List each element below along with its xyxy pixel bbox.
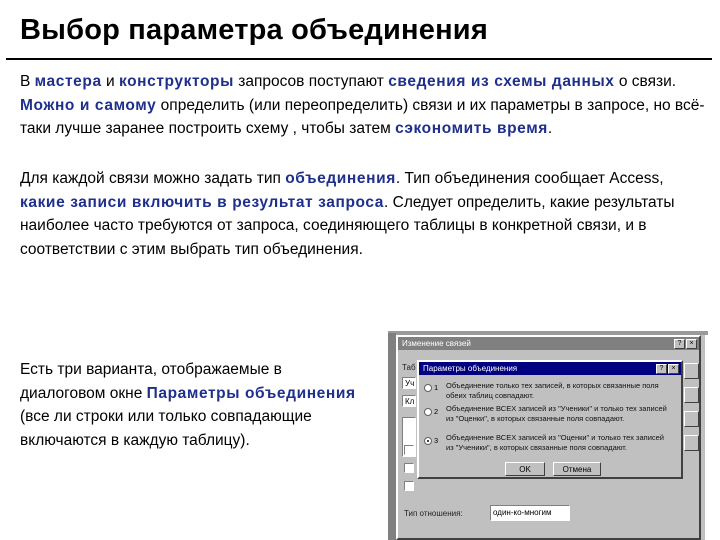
screenshot-shadow bbox=[388, 333, 396, 540]
close-icon[interactable]: × bbox=[668, 364, 679, 374]
edit-relations-title: Изменение связей bbox=[402, 339, 471, 348]
text-run: . Тип объединения сообщает Access, bbox=[395, 170, 664, 187]
text-run: определить (или переопределить) связи и их параметры в запросе, но всё-таки лучше заранее построить схему , чтобы затем bbox=[20, 96, 705, 137]
join-option-3-text: Объединение ВСЕХ записей из "Оценки" и только тех записей из "Ученики", в которых связанные поля совпадают. bbox=[446, 433, 664, 452]
table-field[interactable]: Уч bbox=[402, 377, 416, 389]
paragraph-intro bbox=[20, 70, 706, 141]
text-run: и bbox=[101, 73, 119, 90]
join-option-1-radio[interactable] bbox=[424, 384, 432, 392]
paragraph-join-type bbox=[20, 167, 706, 261]
join-option-3-number: 3 bbox=[434, 436, 439, 445]
referential-integrity-checkbox[interactable] bbox=[404, 445, 414, 455]
edit-relations-window bbox=[396, 335, 701, 540]
highlight-schema-info: сведения из схемы данных bbox=[388, 73, 615, 90]
highlight-dialog-name: Параметры объединения bbox=[146, 384, 356, 402]
text-run: (все ли строки или только совпадающие включаются в каждую таблицу). bbox=[20, 408, 312, 449]
highlight-save-time: сэкономить время bbox=[395, 120, 548, 137]
text-run: Для каждой связи можно задать тип bbox=[20, 170, 286, 187]
join-option-1-number: 1 bbox=[434, 383, 439, 392]
relationship-type-label: Тип отношения: bbox=[404, 509, 463, 518]
join-option-2-radio[interactable] bbox=[424, 408, 432, 416]
highlight-masters: мастера bbox=[34, 73, 102, 90]
highlight-self: Можно и самому bbox=[20, 96, 157, 114]
cancel-button[interactable]: Отмена bbox=[553, 462, 601, 476]
join-properties-titlebar bbox=[419, 362, 681, 375]
ok-button[interactable]: OK bbox=[505, 462, 545, 476]
text-run: В bbox=[20, 73, 35, 90]
close-icon[interactable]: × bbox=[686, 339, 697, 349]
edit-relations-titlebar bbox=[398, 337, 699, 350]
help-icon[interactable]: ? bbox=[674, 339, 685, 349]
paragraph-three-options bbox=[20, 358, 370, 452]
join-option-2-number: 2 bbox=[434, 407, 439, 416]
highlight-constructors: конструкторы bbox=[118, 73, 234, 90]
text-run: о связи. bbox=[614, 73, 677, 90]
side-button[interactable] bbox=[684, 411, 699, 427]
table-label: Таб bbox=[402, 363, 416, 372]
table-field[interactable]: Кл bbox=[402, 395, 416, 407]
highlight-join: объединения bbox=[285, 170, 396, 187]
text-run: . bbox=[547, 120, 553, 137]
join-option-1-text: Объединение только тех записей, в которых связанные поля обеих таблиц совпадают. bbox=[446, 381, 659, 400]
text-run: . Следует определить, какие результаты наиболее часто требуются от запроса, соединяющего таблицы в конкретной связи, и в соответствии с этим выбрать тип объединения. bbox=[20, 193, 675, 258]
side-button[interactable] bbox=[684, 387, 699, 403]
highlight-records: какие записи включить в результат запроса bbox=[20, 193, 385, 211]
side-button[interactable] bbox=[684, 363, 699, 379]
title-divider bbox=[6, 58, 712, 60]
side-button[interactable] bbox=[684, 435, 699, 451]
dialog-screenshot bbox=[396, 335, 705, 540]
join-properties-dialog bbox=[417, 360, 683, 479]
cascade-delete-checkbox[interactable] bbox=[404, 481, 414, 491]
cascade-update-checkbox[interactable] bbox=[404, 463, 414, 473]
join-properties-title: Параметры объединения bbox=[423, 364, 518, 373]
help-icon[interactable]: ? bbox=[656, 364, 667, 374]
join-option-3-radio[interactable] bbox=[424, 437, 432, 445]
text-run: Есть три варианта, отображаемые в диалоговом окне bbox=[20, 361, 282, 402]
relationship-type-value: один-ко-многим bbox=[490, 505, 570, 521]
text-run: запросов поступают bbox=[233, 73, 389, 90]
page-title: Выбор параметра объединения bbox=[20, 14, 488, 46]
join-option-2-text: Объединение ВСЕХ записей из "Ученики" и только тех записей из "Оценки", в которых связанные поля совпадают. bbox=[446, 404, 667, 423]
